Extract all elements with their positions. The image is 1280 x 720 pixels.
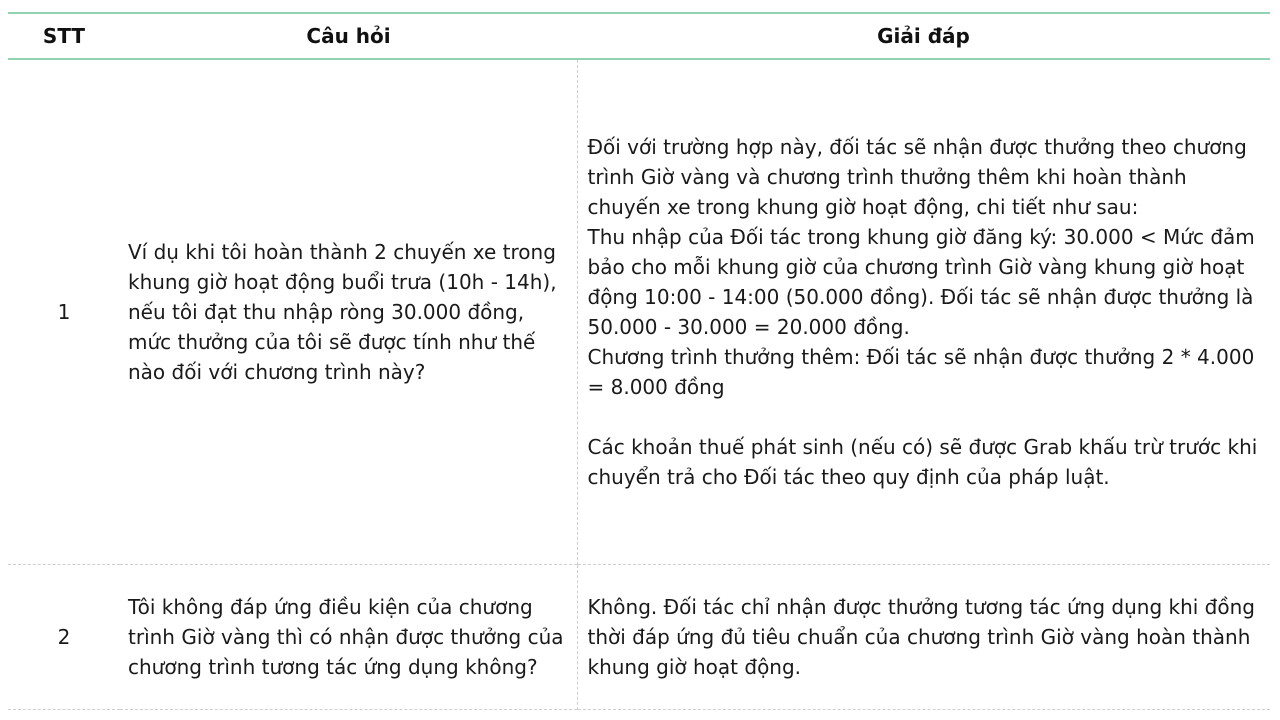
paragraph-spacer: [588, 402, 1261, 432]
row-number: 1: [57, 300, 71, 324]
table-header: [8, 13, 1270, 59]
answer-paragraph: Chương trình thưởng thêm: Đối tác sẽ nhận được thưởng 2 * 4.000 = 8.000 đồng: [587, 345, 1255, 399]
question-text: Tôi không đáp ứng điều kiện của chương trình Giờ vàng thì có nhận được thưởng của chương trình tương tác ứng dụng không?: [128, 595, 564, 679]
table-row: [8, 59, 1270, 565]
answer-paragraph: Không. Đối tác chỉ nhận được thưởng tương tác ứng dụng khi đồng thời đáp ứng đủ tiêu chuẩn của chương trình Giờ vàng hoàn thành khung giờ hoạt động.: [587, 595, 1255, 679]
table-row: [8, 565, 1270, 710]
answer-paragraph: Thu nhập của Đối tác trong khung giờ đăng ký: 30.000 < Mức đảm bảo cho mỗi khung giờ của chương trình Giờ vàng khung giờ hoạt động 10:00 - 14:00 (50.000 đồng). Đối tác sẽ nhận được thưởng là 50.000 - 30.000 = 20.000 đồng.: [587, 225, 1255, 339]
question-text: Ví dụ khi tôi hoàn thành 2 chuyến xe trong khung giờ hoạt động buổi trưa (10h - 14h), nếu tôi đạt thu nhập ròng 30.000 đồng, mức thưởng của tôi sẽ được tính như thế nào đối với chương trình này?: [128, 240, 557, 384]
answer-cell: [577, 59, 1270, 565]
faq-table: [8, 12, 1270, 710]
header-stt: STT: [42, 24, 86, 48]
answer-paragraph: Các khoản thuế phát sinh (nếu có) sẽ được Grab khấu trừ trước khi chuyển trả cho Đối tác theo quy định của pháp luật.: [587, 435, 1258, 489]
row-number: 2: [57, 625, 71, 649]
header-row: [8, 13, 1270, 59]
faq-table-container: [8, 12, 1270, 710]
table-body: [8, 59, 1270, 710]
answer-paragraph: Đối với trường hợp này, đối tác sẽ nhận được thưởng theo chương trình Giờ vàng và chương trình thưởng thêm khi hoàn thành chuyến xe trong khung giờ hoạt động, chi tiết như sau:: [587, 135, 1247, 219]
answer-cell: [577, 565, 1270, 710]
header-question: Câu hỏi: [306, 24, 391, 48]
header-answer: Giải đáp: [877, 24, 970, 48]
